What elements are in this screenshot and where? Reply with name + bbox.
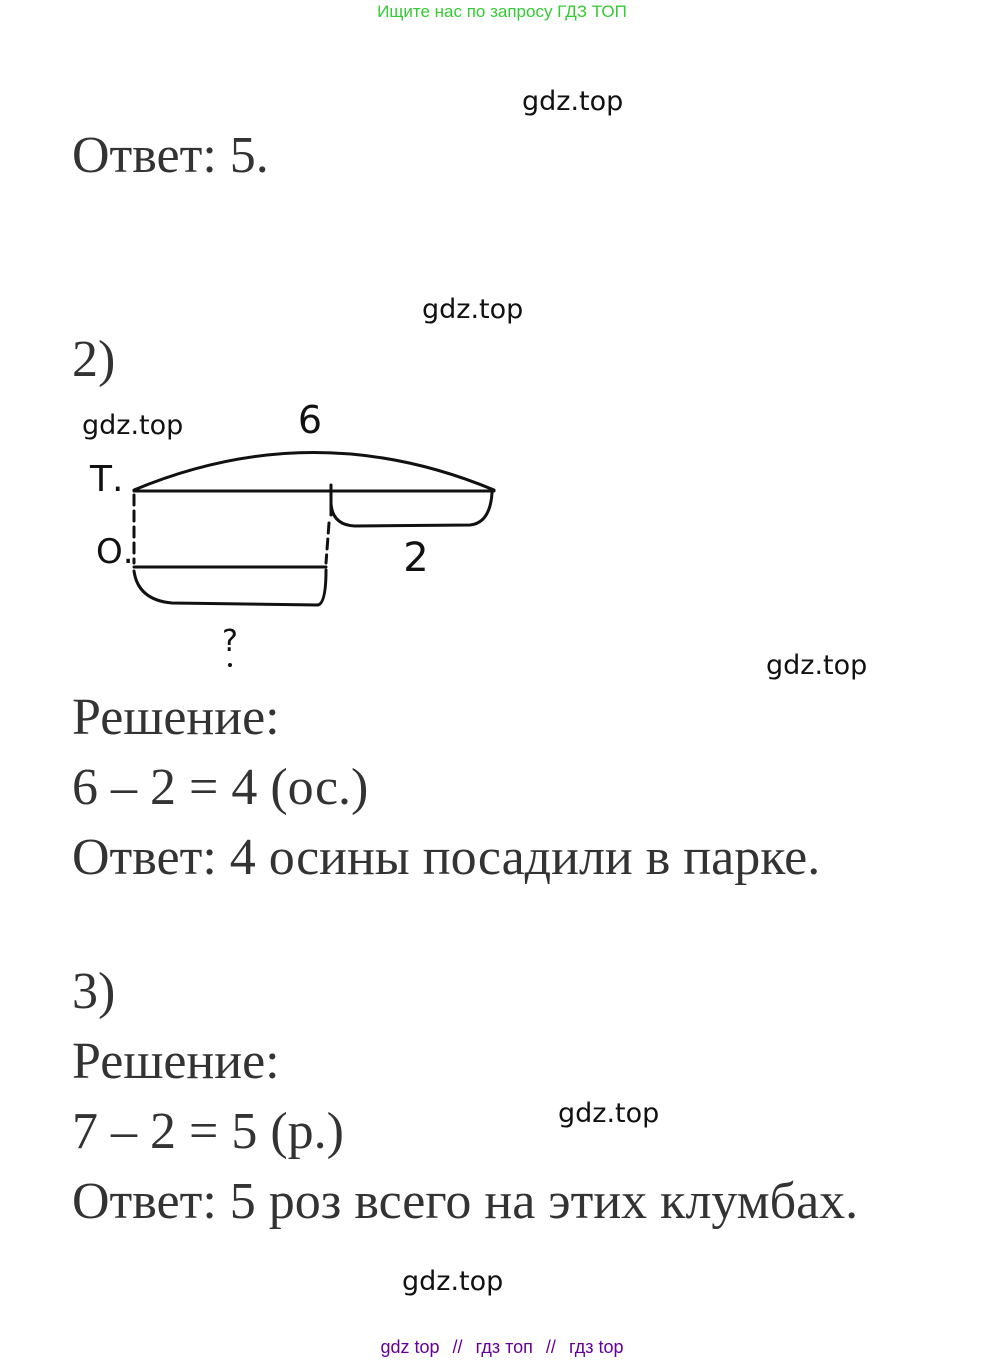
watermark: gdz.top	[82, 410, 184, 441]
watermark: gdz.top	[402, 1266, 504, 1297]
watermark: gdz.top	[422, 294, 524, 325]
footer-link[interactable]: гдз top	[568, 1337, 624, 1357]
bottom-row-label: О.	[96, 532, 134, 572]
total-label: 6	[297, 398, 323, 442]
footer-separator: //	[545, 1337, 556, 1357]
solution-label-3: Решение:	[72, 1033, 280, 1090]
footer-link[interactable]: гдз топ	[475, 1337, 533, 1357]
segment-diagram	[80, 395, 520, 685]
dashed-line-right	[326, 523, 329, 563]
task-number-2: 2)	[72, 331, 116, 388]
answer-1: Ответ: 5.	[72, 127, 269, 184]
unknown-label: ?	[222, 624, 238, 659]
unknown-brace	[134, 570, 326, 605]
total-brace	[134, 453, 494, 491]
solution-label-2: Решение:	[72, 689, 280, 746]
equation-3: 7 – 2 = 5 (р.)	[72, 1103, 344, 1160]
footer-links	[0, 1337, 1004, 1358]
equation-2: 6 – 2 = 4 (ос.)	[72, 759, 369, 816]
watermark: gdz.top	[558, 1098, 660, 1129]
difference-brace	[331, 493, 492, 526]
watermark: gdz.top	[522, 86, 624, 117]
footer-separator: //	[452, 1337, 463, 1357]
top-banner: Ищите нас по запросу ГДЗ ТОП	[377, 2, 627, 21]
answer-3: Ответ: 5 роз всего на этих клумбах.	[72, 1173, 859, 1230]
answer-2: Ответ: 4 осины посадили в парке.	[72, 829, 821, 886]
difference-label: 2	[403, 535, 429, 581]
watermark: gdz.top	[766, 650, 868, 681]
task-number-3: 3)	[72, 963, 116, 1020]
top-row-label: Т.	[90, 459, 124, 500]
footer-link[interactable]: gdz top	[380, 1337, 440, 1357]
